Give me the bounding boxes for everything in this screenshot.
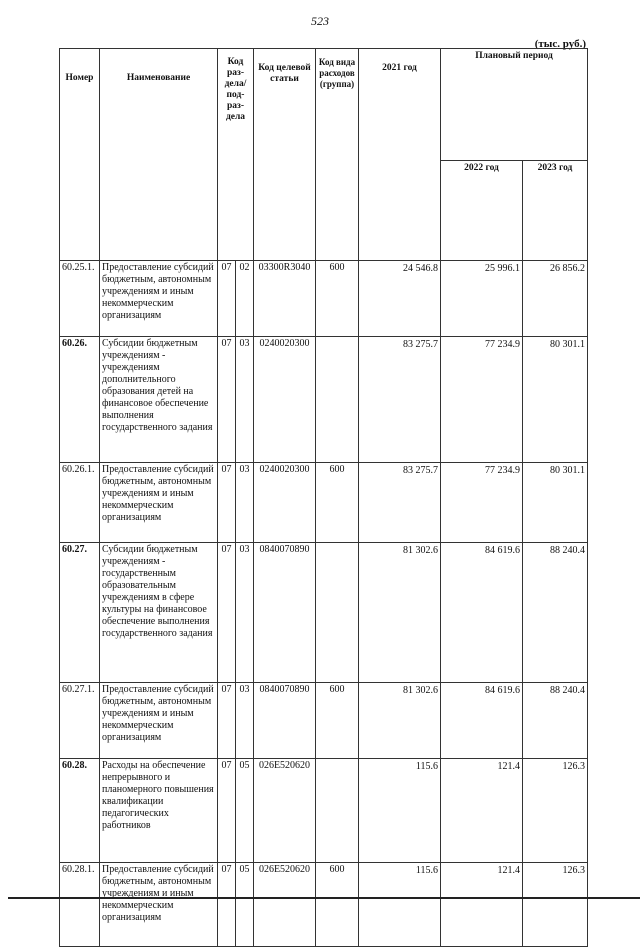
row-value-2022: 84 619.6 [441, 543, 523, 683]
row-name: Предоставление субсидий бюджетным, автономным учреждениям и иным некоммерческим организациям [100, 261, 218, 337]
row-value-2021: 81 302.6 [359, 683, 441, 759]
row-section: 07 [218, 337, 236, 463]
row-name: Субсидии бюджетным учреждениям - государственным образовательным учреждениям в сфере культуры на финансовое обеспечение выполнения государственного задания [100, 543, 218, 683]
row-section: 07 [218, 683, 236, 759]
row-value-2022: 121.4 [441, 863, 523, 947]
row-target-code: 0840070890 [254, 543, 316, 683]
row-value-2023: 80 301.1 [523, 463, 588, 543]
row-subsection: 03 [236, 463, 254, 543]
row-value-2023: 126.3 [523, 759, 588, 863]
row-expense-code [316, 759, 359, 863]
row-expense-code: 600 [316, 463, 359, 543]
table-row [60, 759, 588, 863]
row-name: Субсидии бюджетным учреждениям - учреждениям дополнительного образования детей на финансовое обеспечение выполнения государственного задания [100, 337, 218, 463]
units-label: (тыс. руб.) [534, 38, 586, 50]
row-expense-code: 600 [316, 261, 359, 337]
row-section: 07 [218, 863, 236, 947]
row-value-2021: 83 275.7 [359, 463, 441, 543]
row-expense-code: 600 [316, 683, 359, 759]
table-row [60, 463, 588, 543]
row-expense-code [316, 337, 359, 463]
row-value-2023: 88 240.4 [523, 683, 588, 759]
table-row [60, 543, 588, 683]
row-target-code: 0840070890 [254, 683, 316, 759]
row-target-code: 0240020300 [254, 337, 316, 463]
row-number: 60.26.1. [60, 463, 100, 543]
row-target-code: 026E520620 [254, 863, 316, 947]
header-expense: Код вида расходов (группа) [316, 49, 359, 261]
row-subsection: 03 [236, 543, 254, 683]
row-expense-code: 600 [316, 863, 359, 947]
header-planned: Плановый период [441, 49, 588, 161]
row-subsection: 03 [236, 683, 254, 759]
row-name: Предоставление субсидий бюджетным, автономным учреждениям и иным некоммерческим организациям [100, 683, 218, 759]
row-value-2023: 126.3 [523, 863, 588, 947]
header-2022: 2022 год [441, 161, 523, 261]
row-value-2022: 77 234.9 [441, 337, 523, 463]
row-name: Расходы на обеспечение непрерывного и планомерного повышения квалификации педагогических работников [100, 759, 218, 863]
row-value-2022: 25 996.1 [441, 261, 523, 337]
row-number: 60.27. [60, 543, 100, 683]
row-target-code: 03300R3040 [254, 261, 316, 337]
row-value-2022: 121.4 [441, 759, 523, 863]
row-value-2021: 24 546.8 [359, 261, 441, 337]
header-2021: 2021 год [359, 49, 441, 261]
row-value-2021: 115.6 [359, 759, 441, 863]
row-subsection: 05 [236, 759, 254, 863]
row-section: 07 [218, 463, 236, 543]
row-subsection: 05 [236, 863, 254, 947]
row-number: 60.28. [60, 759, 100, 863]
row-expense-code [316, 543, 359, 683]
row-subsection: 03 [236, 337, 254, 463]
row-section: 07 [218, 759, 236, 863]
row-value-2023: 26 856.2 [523, 261, 588, 337]
row-number: 60.28.1. [60, 863, 100, 947]
row-value-2021: 115.6 [359, 863, 441, 947]
row-value-2023: 88 240.4 [523, 543, 588, 683]
table-row [60, 261, 588, 337]
row-section: 07 [218, 543, 236, 683]
row-value-2021: 83 275.7 [359, 337, 441, 463]
header-name: Наименование [100, 49, 218, 261]
header-2023: 2023 год [523, 161, 588, 261]
row-name: Предоставление субсидий бюджетным, автономным учреждениям и иным некоммерческим организациям [100, 463, 218, 543]
row-value-2023: 80 301.1 [523, 337, 588, 463]
row-section: 07 [218, 261, 236, 337]
page-number: 523 [311, 14, 329, 28]
header-section: Код раз-дела/ под-раз-дела [218, 49, 254, 261]
row-number: 60.25.1. [60, 261, 100, 337]
row-number: 60.27.1. [60, 683, 100, 759]
row-number: 60.26. [60, 337, 100, 463]
row-name: Предоставление субсидий бюджетным, автономным учреждениям и иным некоммерческим организациям [100, 863, 218, 947]
row-target-code: 026E520620 [254, 759, 316, 863]
row-target-code: 0240020300 [254, 463, 316, 543]
row-subsection: 02 [236, 261, 254, 337]
row-value-2022: 77 234.9 [441, 463, 523, 543]
row-value-2022: 84 619.6 [441, 683, 523, 759]
table-row [60, 337, 588, 463]
page-bottom-rule [8, 897, 640, 899]
header-target: Код целевой статьи [254, 49, 316, 261]
table-row [60, 683, 588, 759]
row-value-2021: 81 302.6 [359, 543, 441, 683]
header-number: Номер [60, 49, 100, 261]
budget-table [59, 48, 588, 947]
header-row [60, 49, 588, 161]
